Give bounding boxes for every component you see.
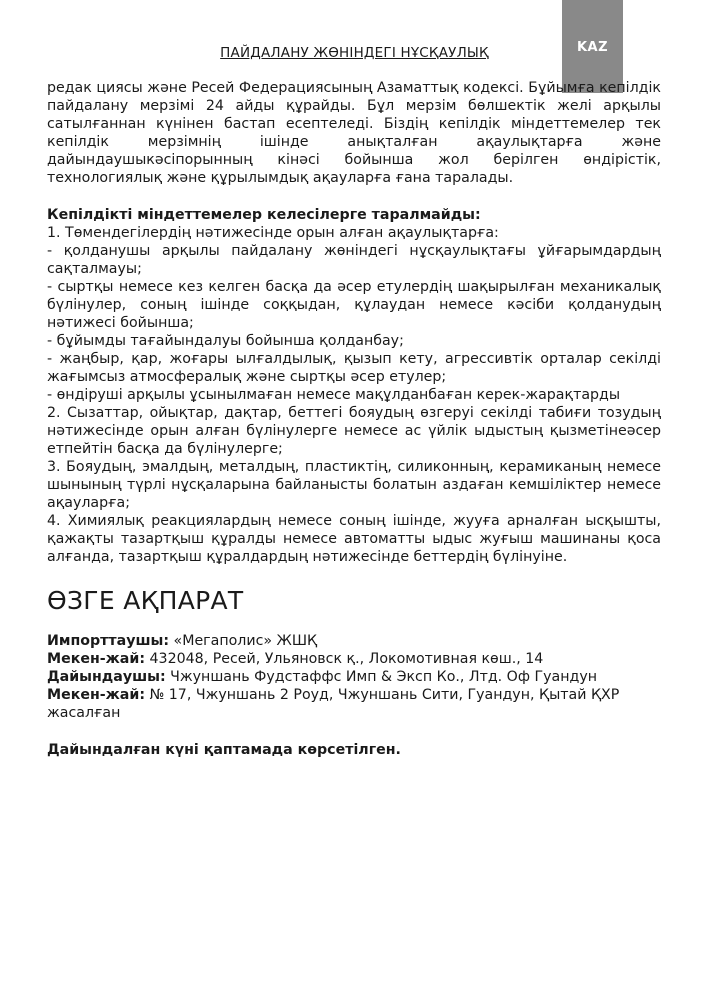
address-label: Мекен-жай: [47, 651, 145, 667]
warranty-item: 1. Төмендегілердің нәтижесінде орын алған ақаулықтарға: [47, 225, 499, 241]
warranty-item: - қолданушы арқылы пайдалану жөніндегі нұсқаулықтағы ұйғарымдардың сақталмауы; [47, 243, 661, 277]
warranty-item: 3. Бояудың, эмалдың, металдың, пластиктің, силиконның, керамиканың немесе шынының түрлі нұсқаларына байланысты болатын аздаған кемшіліктер немесе ақауларға; [47, 459, 661, 511]
intro-paragraph: редак циясы және Ресей Федерациясының Азаматтық кодексі. Бұйымға кепілдік пайдалану мерзімі 24 айды құрайды. Бұл мерзім бөлшектік желі арқылы сатылғаннан күнінен бастап есептеледі. Біздің кепілдік міндеттемелер тек кепілдік мерзімнің ішінде анықталған ақаулықтарға және дайындаушыкәсіпорынның кінәсі бойынша жол берілген өндірістік, технологиялық және құрылымдық ақауларға ғана таралады. [47, 80, 661, 186]
warranty-item: 2. Сызаттар, ойықтар, дақтар, беттегі бояудың өзгеруі секілді табиғи тозудың нәтижесінде орын алған бүлінулерге немесе ас үйлік ыдыстың қызметінеәсер етпейтін басқа да бүлінулерге; [47, 405, 661, 457]
manufacturer-value: Чжуншань Фудстаффс Имп & Эксп Ко., Лтд. Оф Гуандун [165, 669, 597, 685]
document-body [47, 79, 661, 759]
production-date-note: Дайындалған күні қаптамада көрсетілген. [47, 742, 401, 758]
warranty-item: - өндіруші арқылы ұсынылмаған немесе мақұлданбаған керек-жарақтарды [47, 387, 621, 403]
warranty-item: - бұйымды тағайындалуы бойынша қолданбау; [47, 333, 404, 349]
warranty-item: 4. Химиялық реакциялардың немесе соның ішінде, жууға арналған ысқышты, қажақты тазартқыш құралды немесе автоматты ыдыс жуғыш машинаны қоса алғанда, тазартқыш құралдардың нәтижесінде беттердің бүлінуіне. [47, 513, 661, 565]
address-label: Мекен-жай: [47, 687, 145, 703]
page-header-title: ПАЙДАЛАНУ ЖӨНІНДЕГІ НҰСҚАУЛЫҚ [220, 45, 489, 61]
section-title-other-info: ӨЗГЕ АҚПАРАТ [47, 586, 244, 615]
manufacturer-address-line [47, 686, 661, 722]
warranty-item: - жаңбыр, қар, жоғары ылғалдылық, қызып кету, агрессивтік орталар секілді жағымсыз атмосфералық және сыртқы әсер етулер; [47, 351, 661, 385]
warranty-item: - сыртқы немесе кез келген басқа да әсер етулердің шақырылған механикалық бүлінулер, соның ішінде соққыдан, құлаудан немесе кәсіби қолданудың нәтижесі бойынша; [47, 279, 661, 331]
importer-value: «Мегаполис» ЖШҚ [169, 633, 318, 649]
address-value: № 17, Чжуншань 2 Роуд, Чжуншань Сити, Гуандун, Қытай ҚХР жасалған [47, 687, 620, 721]
address-value: 432048, Ресей, Ульяновск қ., Локомотивная көш., 14 [145, 651, 544, 667]
importer-label: Импорттаушы: [47, 633, 170, 649]
manufacturer-label: Дайындаушы: [47, 669, 166, 685]
manufacturer-line [47, 668, 661, 686]
importer-line [47, 632, 661, 650]
importer-address-line [47, 650, 661, 668]
language-tab: KAZ [562, 0, 623, 93]
warranty-heading: Кепілдікті міндеттемелер келесілерге таралмайды: [47, 207, 481, 223]
